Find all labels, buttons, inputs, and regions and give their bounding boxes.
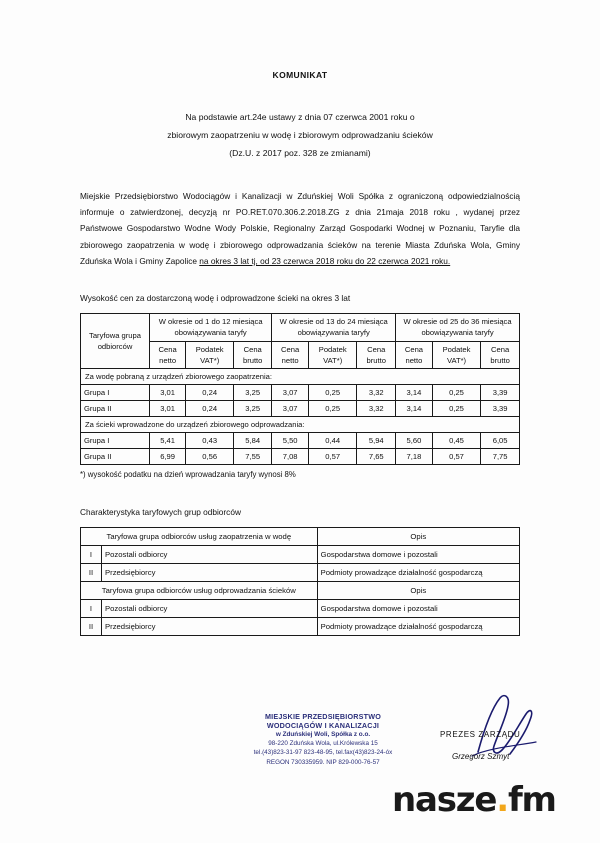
groups-header-sewage: Taryfowa grupa odbiorców usług odprowadzania ścieków xyxy=(81,581,318,599)
main-paragraph-underlined: na okres 3 lat tj, od 23 czerwca 2018 roku do 22 czerwca 2021 roku. xyxy=(199,255,451,266)
legal-line-2: zbiorowym zaopatrzeniu w wodę i zbiorowym odprowadzaniu ścieków xyxy=(167,130,433,141)
prices-water-row-1-label: Grupa I xyxy=(81,384,150,400)
signature-role: PREZES ZARZĄDU xyxy=(440,730,521,739)
prices-water-row-1-v8: 0,25 xyxy=(432,384,480,400)
prices-water-row-2-v9: 3,39 xyxy=(481,400,520,416)
prices-sewage-row-2-v3: 7,55 xyxy=(234,448,272,464)
prices-sewage-row-2-v9: 7,75 xyxy=(481,448,520,464)
main-paragraph xyxy=(80,188,520,269)
groups-header-desc-sewage: Opis xyxy=(317,581,519,599)
prices-subheader-1-netto: Cena netto xyxy=(150,341,186,368)
prices-sewage-row-1-v3: 5,84 xyxy=(234,432,272,448)
prices-water-row-2-v6: 3,32 xyxy=(357,400,396,416)
legal-line-3: (Dz.U. z 2017 poz. 328 ze zmianami) xyxy=(229,148,371,159)
prices-sewage-row-1-v8: 0,45 xyxy=(432,432,480,448)
prices-water-row-1-v2: 0,24 xyxy=(186,384,234,400)
legal-line-1: Na podstawie art.24e ustawy z dnia 07 czerwca 2001 roku o xyxy=(185,112,415,122)
prices-sewage-row-1-v5: 0,44 xyxy=(308,432,356,448)
company-stamp xyxy=(228,712,418,767)
groups-sewage-row-2-idx: II xyxy=(81,617,102,635)
prices-sewage-row-1-v1: 5,41 xyxy=(150,432,186,448)
prices-sewage-row-2-v4: 7,08 xyxy=(272,448,309,464)
stamp-line-5: tel.(43)823-31-97 823-48-95, tel.fax(43)823-24-óx xyxy=(253,749,393,757)
prices-water-row-1-v6: 3,32 xyxy=(357,384,396,400)
prices-subheader-2-netto: Cena netto xyxy=(272,341,309,368)
prices-water-row-2-v8: 0,25 xyxy=(432,400,480,416)
prices-table xyxy=(80,313,520,465)
prices-band-sewage: Za ścieki wprowadzone do urządzeń zbiorowego odprowadzania: xyxy=(81,416,520,432)
table-row xyxy=(81,599,520,617)
prices-subheader-3-brutto: Cena brutto xyxy=(481,341,520,368)
page-title: KOMUNIKAT xyxy=(272,70,328,80)
groups-header-water-row xyxy=(81,527,520,545)
prices-subheader-1-vat: Podatek VAT*) xyxy=(186,341,234,368)
watermark-main: nasze xyxy=(392,780,497,820)
prices-sewage-row-2-v7: 7,18 xyxy=(396,448,433,464)
prices-col-group-header: Taryfowa grupa odbiorców xyxy=(81,314,150,369)
watermark-dot: . xyxy=(496,780,508,820)
prices-subheader-3-vat: Podatek VAT*) xyxy=(432,341,480,368)
prices-sewage-row-1-v4: 5,50 xyxy=(272,432,309,448)
groups-water-row-2-idx: II xyxy=(81,563,102,581)
table-row xyxy=(81,432,520,448)
table-row xyxy=(81,617,520,635)
groups-table xyxy=(80,527,520,636)
prices-water-row-1-v3: 3,25 xyxy=(234,384,272,400)
prices-sewage-row-1-v6: 5,94 xyxy=(357,432,396,448)
prices-water-row-1-v7: 3,14 xyxy=(396,384,433,400)
groups-header-desc-water: Opis xyxy=(317,527,519,545)
prices-water-row-2-v3: 3,25 xyxy=(234,400,272,416)
groups-water-row-2-name: Przedsiębiorcy xyxy=(102,563,318,581)
prices-period-header-1: W okresie od 1 do 12 miesiąca obowiązywania taryfy xyxy=(150,314,272,342)
stamp-line-6: REGON 730335959. NIP 829-000-76-57 xyxy=(266,758,380,766)
groups-heading: Charakterystyka taryfowych grup odbiorców xyxy=(80,506,241,517)
groups-water-row-1-idx: I xyxy=(81,545,102,563)
legal-basis xyxy=(80,108,520,162)
prices-table-header-row xyxy=(81,314,520,342)
stamp-line-2: WODOCIĄGÓW I KANALIZACJI xyxy=(266,721,380,730)
prices-sewage-row-2-v2: 0,56 xyxy=(186,448,234,464)
prices-water-row-2-v1: 3,01 xyxy=(150,400,186,416)
groups-sewage-row-1-desc: Gospodarstwa domowe i pozostali xyxy=(317,599,519,617)
table-row xyxy=(81,448,520,464)
watermark-suffix: fm xyxy=(507,780,556,820)
prices-subheader-3-netto: Cena netto xyxy=(396,341,433,368)
stamp-line-4: 98-220 Zduńska Wola, ul.Królewska 15 xyxy=(268,740,378,748)
vat-note: *) wysokość podatku na dzień wprowadzania taryfy wynosi 8% xyxy=(80,469,296,479)
stamp-line-3: w Zduńskiej Woli, Spółka z o.o. xyxy=(275,731,371,738)
prices-water-row-2-v7: 3,14 xyxy=(396,400,433,416)
prices-subheader-2-vat: Podatek VAT*) xyxy=(308,341,356,368)
prices-sewage-row-2-v6: 7,65 xyxy=(357,448,396,464)
document-body xyxy=(80,70,520,636)
groups-header-water: Taryfowa grupa odbiorców usług zaopatrzenia w wodę xyxy=(81,527,318,545)
groups-sewage-row-2-name: Przedsiębiorcy xyxy=(102,617,318,635)
prices-water-row-1-v4: 3,07 xyxy=(272,384,309,400)
prices-sewage-row-1-label: Grupa I xyxy=(81,432,150,448)
signature-name: Grzegorz Szmyt xyxy=(452,752,510,761)
prices-sewage-row-2-v5: 0,57 xyxy=(308,448,356,464)
prices-sewage-row-2-v8: 0,57 xyxy=(432,448,480,464)
table-row xyxy=(81,400,520,416)
prices-water-row-2-v2: 0,24 xyxy=(186,400,234,416)
nasze-fm-watermark xyxy=(392,780,556,820)
prices-water-row-2-v5: 0,25 xyxy=(308,400,356,416)
prices-sewage-row-2-v1: 6,99 xyxy=(150,448,186,464)
prices-sewage-row-1-v2: 0,43 xyxy=(186,432,234,448)
groups-sewage-row-1-name: Pozostali odbiorcy xyxy=(102,599,318,617)
prices-water-row-1-v9: 3,39 xyxy=(481,384,520,400)
prices-period-header-3: W okresie od 25 do 36 miesiąca obowiązywania taryfy xyxy=(396,314,520,342)
groups-water-row-2-desc: Podmioty prowadzące działalność gospodarczą xyxy=(317,563,519,581)
main-paragraph-text: Miejskie Przedsiębiorstwo Wodociągów i Kanalizacji w Zduńskiej Woli Spółka z ograniczoną odpowiedzialnością informuje o zatwierdzonej, decyzją nr PO.RET.070.306.2.2018.ZG z dnia 21maja 2018 roku , wydanej przez Państwowe Gospodarstwo Wodne Wody Polskie, Regionalny Zarząd Gospodarki Wodnej w Poznaniu, Taryfie dla zbiorowego zaopatrzenia w wodę i zbiorowego odprowadzania ścieków na terenie Miasta Zduńska Wola, Gminy Zduńska Wola i Gminy Zapolice xyxy=(80,191,520,266)
prices-period-header-2: W okresie od 13 do 24 miesiąca obowiązywania taryfy xyxy=(272,314,396,342)
groups-water-row-1-name: Pozostali odbiorcy xyxy=(102,545,318,563)
groups-water-row-1-desc: Gospodarstwa domowe i pozostali xyxy=(317,545,519,563)
stamp-line-1: MIEJSKIE PRZEDSIĘBIORSTWO xyxy=(264,712,382,721)
prices-sewage-row-1-v7: 5,60 xyxy=(396,432,433,448)
prices-water-row-2-label: Grupa II xyxy=(81,400,150,416)
prices-band-water: Za wodę pobraną z urządzeń zbiorowego zaopatrzenia: xyxy=(81,368,520,384)
prices-sewage-row-2-label: Grupa II xyxy=(81,448,150,464)
groups-header-sewage-row xyxy=(81,581,520,599)
prices-subheader-1-brutto: Cena brutto xyxy=(234,341,272,368)
prices-water-row-1-v1: 3,01 xyxy=(150,384,186,400)
prices-band-water-row xyxy=(81,368,520,384)
prices-water-row-2-v4: 3,07 xyxy=(272,400,309,416)
prices-band-sewage-row xyxy=(81,416,520,432)
table-row xyxy=(81,545,520,563)
groups-sewage-row-2-desc: Podmioty prowadzące działalność gospodarczą xyxy=(317,617,519,635)
prices-sewage-row-1-v9: 6,05 xyxy=(481,432,520,448)
prices-heading: Wysokość cen za dostarczoną wodę i odprowadzone ścieki na okres 3 lat xyxy=(80,293,351,303)
table-row xyxy=(81,384,520,400)
groups-sewage-row-1-idx: I xyxy=(81,599,102,617)
prices-water-row-1-v5: 0,25 xyxy=(308,384,356,400)
table-row xyxy=(81,563,520,581)
prices-subheader-2-brutto: Cena brutto xyxy=(357,341,396,368)
